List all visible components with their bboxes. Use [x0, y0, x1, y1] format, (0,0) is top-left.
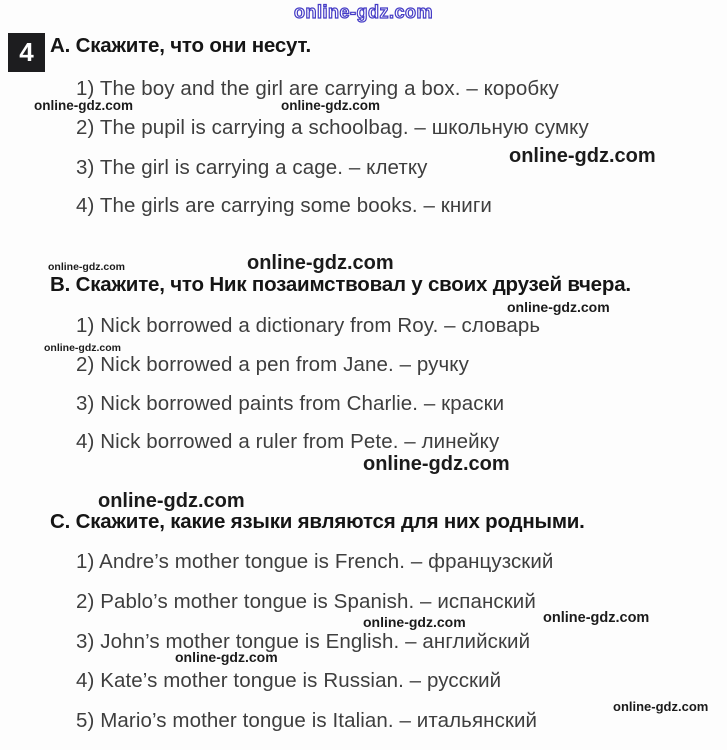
section-c-item-3: 3) John’s mother tongue is English. – английский: [76, 630, 531, 653]
site-watermark: online-gdz.com: [44, 342, 121, 354]
site-watermark: online-gdz.com: [34, 98, 133, 113]
section-a-item-4: 4) The girls are carrying some books. – книги: [76, 194, 492, 217]
site-watermark: online-gdz.com: [247, 252, 394, 274]
site-watermark: online-gdz.com: [48, 261, 125, 273]
section-a-item-3: 3) The girl is carrying a cage. – клетку: [76, 156, 428, 179]
section-a-item-2: 2) The pupil is carrying a schoolbag. – школьную сумку: [76, 116, 589, 139]
section-c-item-5: 5) Mario’s mother tongue is Italian. – итальянский: [76, 709, 538, 732]
section-b-item-2: 2) Nick borrowed a pen from Jane. – ручку: [76, 353, 469, 376]
section-b-item-3: 3) Nick borrowed paints from Charlie. – краски: [76, 392, 505, 415]
section-b-item-4: 4) Nick borrowed a ruler from Pete. – линейку: [76, 430, 500, 453]
section-b-title: В. Скажите, что Ник позаимствовал у своих друзей вчера.: [50, 273, 631, 296]
section-c-item-2: 2) Pablo’s mother tongue is Spanish. – испанский: [76, 590, 536, 613]
site-watermark: online-gdz.com: [98, 490, 245, 512]
site-watermark: online-gdz.com: [281, 98, 380, 113]
section-a-title: А. Скажите, что они несут.: [50, 34, 312, 57]
section-c-item-1: 1) Andre’s mother tongue is French. – французский: [76, 550, 554, 573]
exercise-number-badge: 4: [8, 33, 45, 72]
section-c-item-4: 4) Kate’s mother tongue is Russian. – русский: [76, 669, 502, 692]
site-watermark: online-gdz.com: [363, 614, 466, 630]
site-watermark: online-gdz.com: [509, 145, 656, 167]
site-watermark: online-gdz.com: [543, 610, 650, 626]
site-watermark: online-gdz.com: [175, 649, 278, 665]
section-c-title: С. Скажите, какие языки являются для них родными.: [50, 510, 585, 533]
section-b-item-1: 1) Nick borrowed a dictionary from Roy. – словарь: [76, 314, 541, 337]
site-watermark: online-gdz.com: [613, 699, 709, 714]
site-watermark-outline: online-gdz.com: [294, 2, 433, 22]
section-a-item-1: 1) The boy and the girl are carrying a box. – коробку: [76, 77, 559, 100]
site-watermark: online-gdz.com: [507, 299, 610, 315]
site-watermark: online-gdz.com: [363, 453, 510, 475]
